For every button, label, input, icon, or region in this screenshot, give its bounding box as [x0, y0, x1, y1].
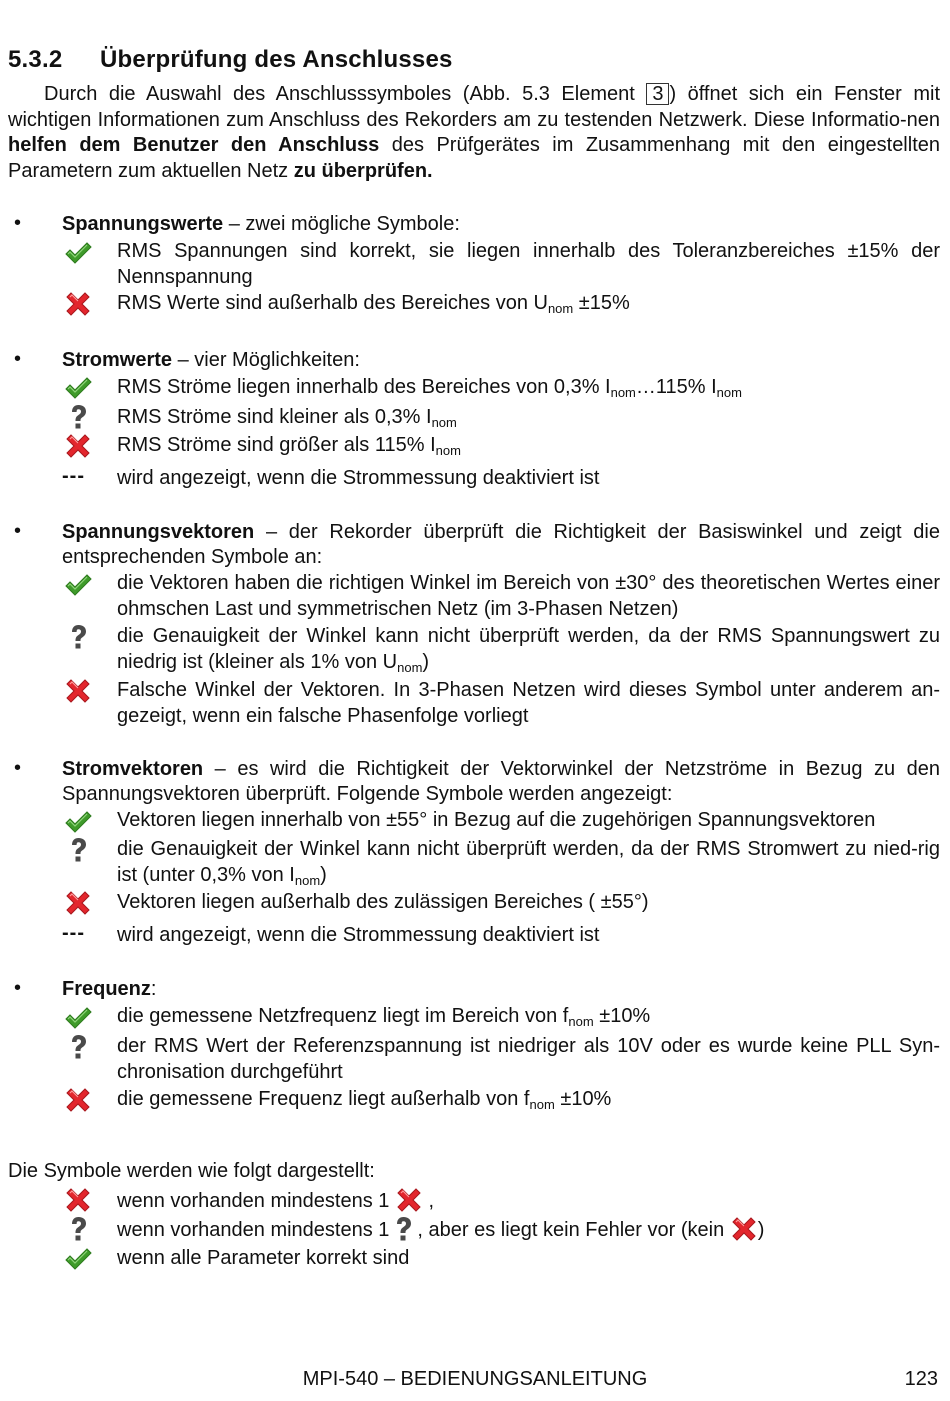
subscript-nom: nom [529, 1097, 555, 1112]
cross-icon [730, 1215, 758, 1243]
stromvektoren-title [62, 757, 940, 807]
check-icon [64, 1004, 92, 1032]
subscript-nom: nom [431, 415, 457, 430]
cross-icon [64, 290, 92, 318]
stromwerte-error [117, 432, 940, 458]
cross-icon [64, 889, 92, 917]
stromvektoren-error: Vektoren liegen außerhalb des zulässigen Bereiches ( ±55°) [117, 891, 649, 913]
check-icon [64, 239, 92, 267]
text-part: wenn vorhanden mindestens 1 [117, 1219, 390, 1241]
text-part: die gemessene Netzfrequenz liegt im Bereich von f [117, 1005, 569, 1027]
spannungswerte-error [117, 290, 940, 316]
spannungsvektoren-ok: die Vektoren haben die richtigen Winkel im Bereich von ±30° des theoretischen Wertes einer ohmschen Last und symmetrischen Netz (im 3-Phasen Netzen) [117, 572, 940, 620]
footer-title: MPI-540 – BEDIENUNGSANLEITUNG [302, 1368, 648, 1390]
spannungsvektoren-question [117, 623, 940, 675]
stromwerte-title [62, 348, 940, 373]
question-icon [64, 1033, 92, 1061]
subscript-nom: nom [435, 443, 461, 458]
bullet-marker: • [14, 520, 22, 542]
subscript-nom: nom [547, 301, 574, 316]
spannungsvektoren-label: Spannungsvektoren [62, 521, 255, 543]
subscript-nom: nom [397, 660, 423, 675]
stromvektoren-question [117, 836, 940, 888]
section-number: 5.3.2 [8, 46, 63, 73]
text-part: die Genauigkeit der Winkel kann nicht überprüft werden, da der RMS Spannungswert zu niedrig ist (kleiner als 1% von U [117, 625, 940, 673]
bullet-marker: • [14, 212, 22, 234]
frequenz-question: der RMS Wert der Referenzspannung ist niedriger als 10V oder es wurde keine PLL Syn-chronisation durchgeführt [117, 1035, 940, 1083]
check-icon [64, 808, 92, 836]
intro-bold-1: helfen dem Benutzer den Anschluss [8, 134, 380, 156]
check-icon [64, 571, 92, 599]
stromvektoren-label: Stromvektoren [62, 758, 204, 780]
dash-symbol: --- [62, 922, 85, 944]
question-icon [64, 403, 92, 431]
subscript-nom: nom [716, 385, 742, 400]
text-part: RMS Ströme sind größer als 115% I [117, 434, 436, 456]
text-part: …115% I [635, 376, 717, 398]
intro-text-1: Durch die Auswahl des Anschlusssymboles (Abb. 5.3 Element [44, 83, 635, 105]
spannungswerte-label: Spannungswerte [62, 213, 224, 235]
bullet-marker: • [14, 977, 22, 999]
stromwerte-dash: wird angezeigt, wenn die Strommessung deaktiviert ist [117, 467, 600, 489]
question-icon [64, 623, 92, 651]
section-heading [8, 46, 453, 74]
bullet-marker: • [14, 348, 22, 370]
intro-text-3: des Prüfgerätes im Zusammenhang mit den eingestellten Parametern zum aktuellen Netz [8, 134, 941, 182]
stromvektoren-ok: Vektoren liegen innerhalb von ±55° in Bezug auf die zugehörigen Spannungsvektoren [117, 809, 876, 831]
cross-icon [64, 1086, 92, 1114]
cross-icon [395, 1186, 423, 1214]
text-part: , aber es liegt kein Fehler vor (kein [417, 1219, 725, 1241]
check-icon [64, 374, 92, 402]
dash-symbol: --- [62, 465, 85, 487]
subscript-nom: nom [610, 385, 636, 400]
element-reference-box: 3 [646, 83, 669, 105]
subscript-nom: nom [568, 1014, 594, 1029]
intro-text-2: ) öffnet sich ein Fenster mit wichtigen Informationen zum Anschluss des Rekorders am zu testenden Netzwerk. Diese Informatio-nen [8, 83, 941, 131]
subscript-nom: nom [294, 873, 321, 888]
frequenz-title [62, 977, 940, 1002]
frequenz-desc: : [150, 978, 157, 1000]
check-icon [64, 1245, 92, 1273]
frequenz-label: Frequenz [62, 978, 151, 1000]
text-part: RMS Werte sind außerhalb des Bereiches von U [117, 292, 548, 314]
symbole-intro: Die Symbole werden wie folgt dargestellt: [8, 1160, 375, 1182]
text-part: ±15% [573, 292, 630, 314]
stromwerte-question [117, 404, 940, 430]
spannungswerte-title [62, 212, 940, 237]
text-part: ) [320, 864, 327, 886]
spannungsvektoren-error: Falsche Winkel der Vektoren. In 3-Phasen Netzen wird dieses Symbol unter anderem an-gezeigt, wenn ein falsche Phasenfolge vorliegt [117, 679, 940, 727]
cross-icon [64, 677, 92, 705]
stromwerte-label: Stromwerte [62, 349, 173, 371]
text-part: ) [757, 1219, 765, 1241]
text-part: RMS Ströme sind kleiner als 0,3% I [117, 406, 432, 428]
question-icon [64, 1215, 92, 1243]
frequenz-error [117, 1086, 940, 1112]
stromvektoren-dash: wird angezeigt, wenn die Strommessung deaktiviert ist [117, 924, 600, 946]
text-part: die gemessene Frequenz liegt außerhalb von f [117, 1088, 530, 1110]
cross-icon [64, 1186, 92, 1214]
stromwerte-ok [117, 374, 940, 400]
text-part: ±10% [554, 1088, 612, 1110]
spannungsvektoren-desc: – der Rekorder überprüft die Richtigkeit der Basiswinkel und zeigt die entsprechenden Symbole an: [62, 521, 940, 568]
cross-icon [64, 432, 92, 460]
text-part: wenn vorhanden mindestens 1 [117, 1190, 390, 1212]
text-part: ±10% [593, 1005, 651, 1027]
question-icon [64, 836, 92, 864]
text-part: ) [422, 651, 430, 673]
symbole-ok: wenn alle Parameter korrekt sind [117, 1247, 410, 1269]
frequenz-ok [117, 1003, 940, 1029]
question-icon [389, 1215, 417, 1243]
intro-bold-2: zu überprüfen. [293, 159, 433, 182]
spannungsvektoren-title [62, 520, 940, 570]
spannungswerte-ok: RMS Spannungen sind korrekt, sie liegen innerhalb des Toleranzbereiches ±15% der Nennspannung [117, 240, 940, 288]
symbole-error [117, 1186, 940, 1214]
page-number: 123 [904, 1368, 938, 1390]
text-part: RMS Ströme liegen innerhalb des Bereiches von 0,3% I [117, 376, 611, 398]
intro-paragraph [8, 82, 940, 184]
stromwerte-desc: – vier Möglichkeiten: [172, 349, 360, 371]
bullet-marker: • [14, 757, 22, 779]
section-title: Überprüfung des Anschlusses [100, 46, 453, 73]
stromvektoren-desc: – es wird die Richtigkeit der Vektorwinkel der Netzströme in Bezug zu den Spannungsvektoren überprüft. Folgende Symbole werden angezeigt: [62, 758, 940, 805]
text-part: die Genauigkeit der Winkel kann nicht überprüft werden, da der RMS Stromwert zu nied-rig ist (unter 0,3% von I [117, 838, 940, 886]
symbole-question [117, 1215, 940, 1243]
text-part: , [422, 1190, 435, 1212]
spannungswerte-desc: – zwei mögliche Symbole: [223, 213, 460, 235]
